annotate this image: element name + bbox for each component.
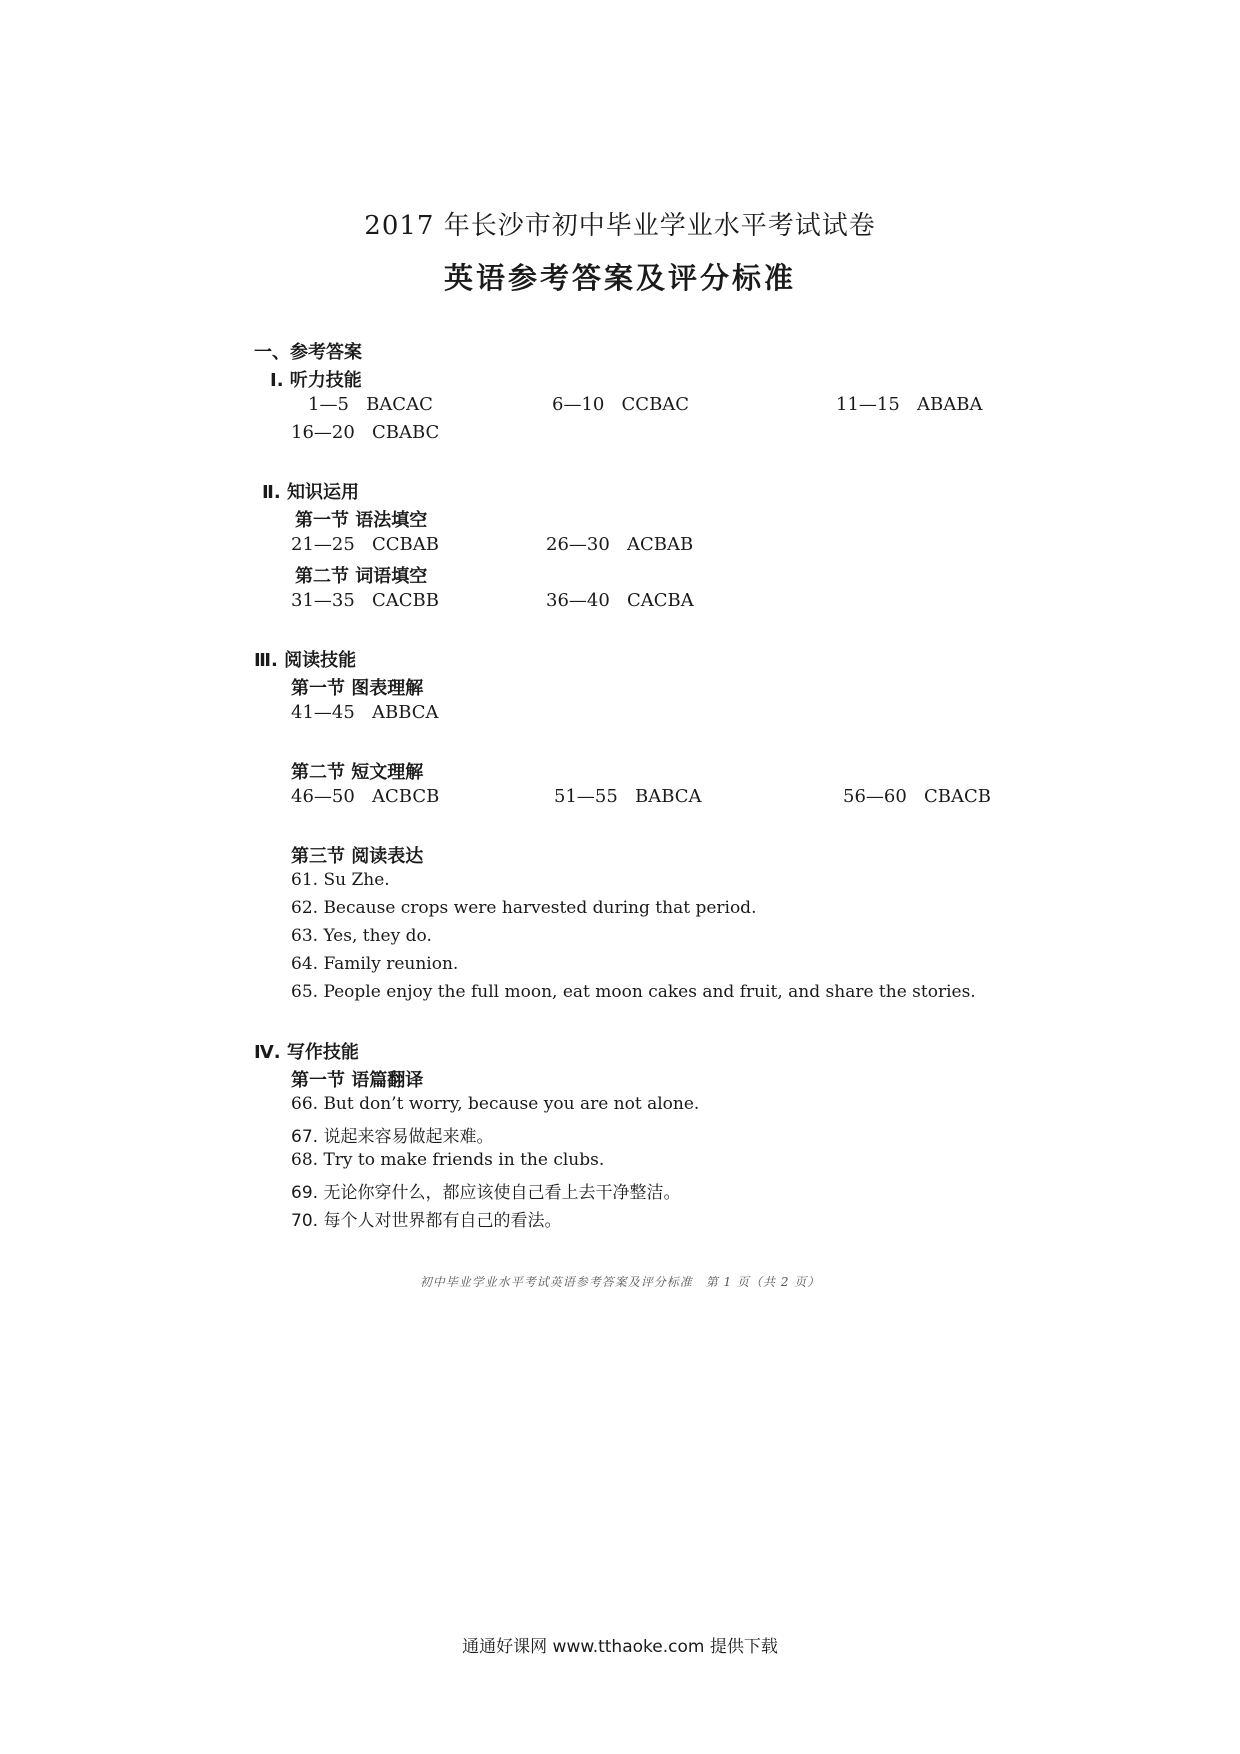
answer-value: CACBA (626, 590, 694, 611)
answer-row (291, 702, 439, 723)
answer-row (554, 786, 702, 807)
page-footer: 初中毕业学业水平考试英语参考答案及评分标准 第 1 页（共 2 页） (419, 1275, 821, 1289)
answer-line: 67. 说起来容易做起来难。 (291, 1127, 494, 1147)
part3-section3-heading: 第三节 阅读表达 (291, 846, 424, 867)
answer-row (546, 590, 694, 611)
answer-value: CCBAC (621, 394, 690, 415)
answer-row (291, 422, 439, 443)
answer-line: 62. Because crops were harvested during that period. (291, 898, 757, 918)
range-label: 26—30 (546, 534, 610, 555)
part1-heading: Ⅰ. 听力技能 (270, 370, 362, 391)
answer-row (291, 534, 439, 555)
answer-line: 66. But don’t worry, because you are not alone. (291, 1094, 700, 1114)
answer-value: CACBB (371, 590, 439, 611)
answer-line: 64. Family reunion. (291, 954, 459, 974)
answer-row (552, 394, 689, 415)
answer-row (843, 786, 991, 807)
range-label: 16—20 (291, 422, 355, 443)
answer-line: 70. 每个人对世界都有自己的看法。 (291, 1211, 562, 1231)
part4-section1-heading: 第一节 语篇翻译 (291, 1070, 424, 1091)
page-title: 2017 年长沙市初中毕业学业水平考试试卷 (364, 211, 876, 241)
answer-row (546, 534, 693, 555)
range-label: 11—15 (836, 394, 900, 415)
answer-line: 68. Try to make friends in the clubs. (291, 1150, 605, 1170)
answer-value: ACBCB (371, 786, 440, 807)
part2-section2-heading: 第二节 词语填空 (295, 566, 428, 587)
answer-line: 69. 无论你穿什么，都应该使自己看上去干净整洁。 (291, 1183, 681, 1203)
answer-row (308, 394, 433, 415)
part4-heading: Ⅳ. 写作技能 (254, 1042, 359, 1063)
range-label: 21—25 (291, 534, 355, 555)
range-label: 6—10 (552, 394, 605, 415)
answer-line: 61. Su Zhe. (291, 870, 390, 890)
part3-section2-heading: 第二节 短文理解 (291, 762, 424, 783)
answer-row (291, 590, 439, 611)
answer-value: ABBCA (371, 702, 439, 723)
range-label: 46—50 (291, 786, 355, 807)
range-label: 1—5 (308, 394, 349, 415)
answer-line: 63. Yes, they do. (291, 926, 432, 946)
part3-heading: Ⅲ. 阅读技能 (254, 650, 357, 671)
range-label: 36—40 (546, 590, 610, 611)
answer-line: 65. People enjoy the full moon, eat moon cakes and fruit, and share the stories. (291, 982, 976, 1002)
part2-heading: Ⅱ. 知识运用 (262, 482, 359, 503)
range-label: 56—60 (843, 786, 907, 807)
section-main-heading: 一、参考答案 (254, 342, 362, 363)
download-credit: 通通好课网 www.tthaoke.com 提供下载 (462, 1637, 778, 1657)
answer-row (291, 786, 439, 807)
answer-value: BACAC (366, 394, 433, 415)
answer-value: ABABA (916, 394, 983, 415)
page-subtitle: 英语参考答案及评分标准 (443, 261, 796, 295)
part2-section1-heading: 第一节 语法填空 (295, 510, 428, 531)
answer-value: BABCA (634, 786, 702, 807)
part3-section1-heading: 第一节 图表理解 (291, 678, 424, 699)
range-label: 41—45 (291, 702, 355, 723)
range-label: 31—35 (291, 590, 355, 611)
answer-value: ACBAB (626, 534, 694, 555)
range-label: 51—55 (554, 786, 618, 807)
answer-value: CBABC (371, 422, 440, 443)
answer-row (836, 394, 982, 415)
answer-value: CCBAB (371, 534, 439, 555)
answer-value: CBACB (923, 786, 991, 807)
